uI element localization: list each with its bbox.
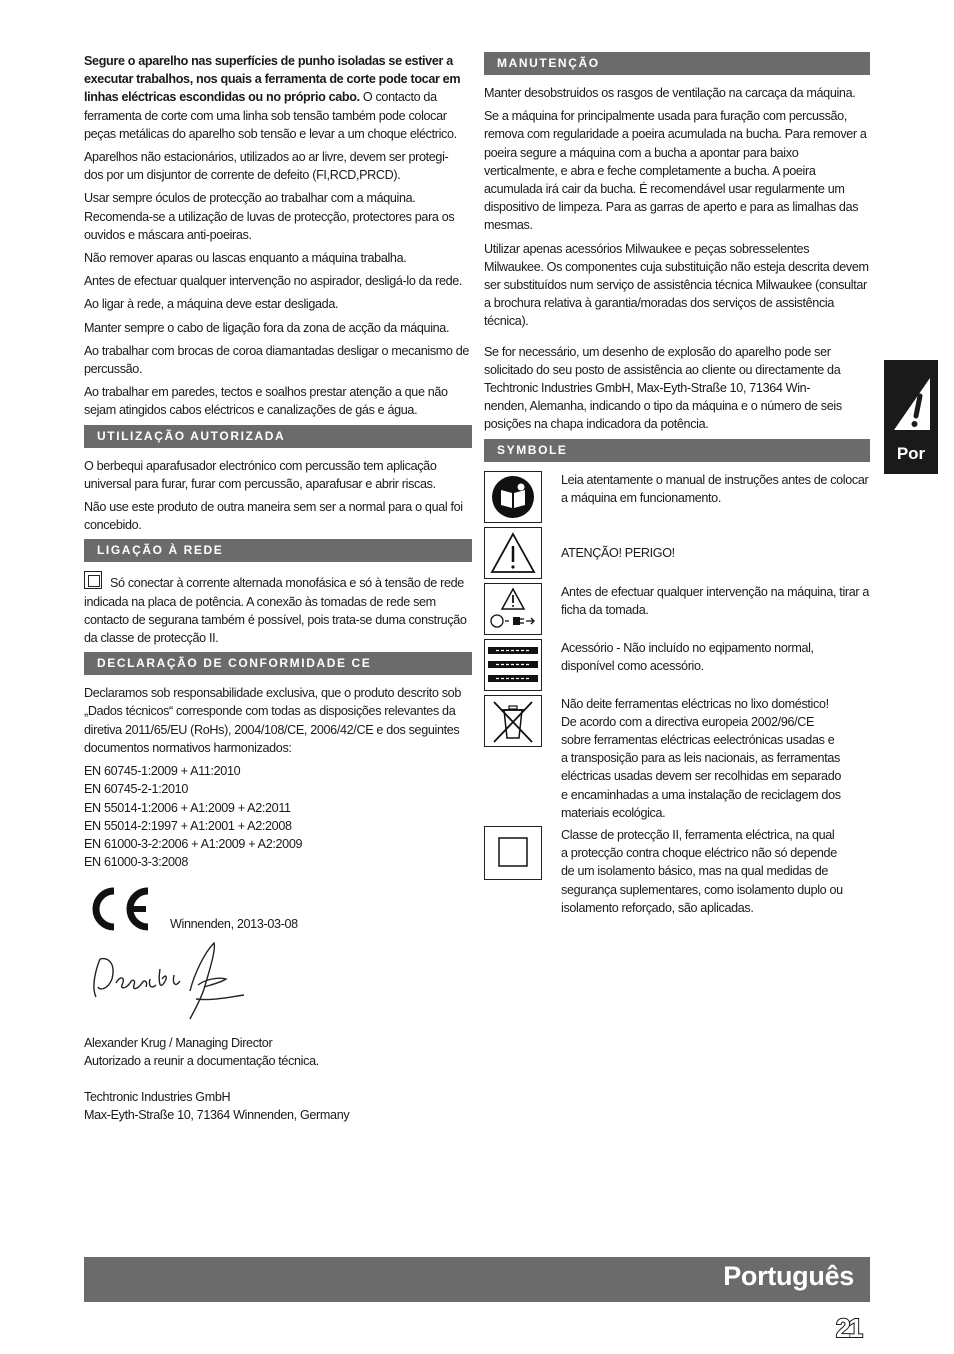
symbol-description: Acessório - Não incluído no eqipamento normal, disponível como acessório.: [561, 640, 814, 673]
warning-icon: [484, 527, 542, 579]
class-ii-icon: [484, 826, 542, 880]
maintenance-paragraph: Utilizar apenas acessórios Milwaukee e peças sobresselentes Milwaukee. Os componentes cuja substituição não esteja descrita devem ser substituídos num serviço de assistência técnica Milwaukee (consultar a brochura relativa à garantia/moradas dos serviços de assistência técnica).: [484, 241, 869, 329]
mains-heading: LIGAÇÃO À REDE: [84, 539, 472, 562]
symbols-heading: SYMBOLE: [484, 439, 870, 462]
left-column: [84, 52, 472, 1124]
safety-paragraph: Aparelhos não estacionários, utilizados ao ar livre, devem ser protegi- dos por um disjuntor de corrente de defeito (FI,RCD,PRCD).: [84, 150, 449, 183]
accessory-icon: [484, 639, 542, 691]
safety-paragraph: Antes de efectuar qualquer intervenção no aspirador, desligá-lo da rede.: [84, 274, 463, 289]
safety-paragraph: Não remover aparas ou lascas enquanto a máquina trabalha.: [84, 251, 407, 266]
symbol-description: Classe de protecção II, ferramenta eléctrica, na qual a protecção contra choque eléctrico não só depende de um isolamento básico, mas na qual medidas de segurança suplementares, como isolamento duplo ou isolamento reforçado, são aplicadas.: [561, 828, 843, 915]
warning-icon: [890, 374, 934, 434]
maintenance-paragraph: Manter desobstruidos os rasgos de ventilação na carcaça da máquina.: [484, 86, 856, 100]
grip-warning-paragraph: [84, 52, 472, 143]
place-date: Winnenden, 2013-03-08: [170, 917, 298, 932]
right-column: [484, 52, 870, 921]
ce-mark-icon: [84, 885, 154, 933]
usage-paragraph: Não use este produto de outra maneira sem ser a normal para o qual foi concebido.: [84, 500, 463, 533]
footer-language-title: Português: [723, 1261, 854, 1291]
grip-warning-bold: Segure o aparelho nas superfícies de punho isoladas se estiver a executar trabalhos, nos quais a ferramenta de corte pode tocar em linhas eléctricas escondidas ou no próprio cabo.: [84, 54, 461, 105]
usage-paragraph: O berbequi aparafusador electrónico com percussão tem aplicação universal para furar, furar com percussão, aparafusar e abrir riscas.: [84, 458, 437, 491]
conformity-paragraph: Declaramos sob responsabilidade exclusiva, que o produto descrito sob „Dados técnicos“ corresponde com todas as disposições relevantes da diretiva 2011/65/EU (RoHs), 2004/108/CE, 2006/42/CE e dos seguintes documentos normativos harmonizados:: [84, 686, 461, 755]
maintenance-heading: MANUTENÇÃO: [484, 52, 870, 75]
symbol-row: [484, 583, 870, 635]
language-tab: [884, 360, 938, 474]
class-ii-inline-icon: [84, 571, 102, 589]
safety-paragraph: Ao trabalhar em paredes, tectos e soalhos prestar atenção a que não sejam atingidos cabos eléctricos e canalizações de gás e água.: [84, 385, 448, 418]
signature-image: [86, 939, 246, 1024]
symbol-row: [484, 826, 870, 917]
symbol-row: [484, 527, 870, 579]
symbol-row: [484, 695, 870, 822]
symbol-description: Não deite ferramentas eléctricas no lixo doméstico! De acordo com a directiva europeia 2002/96/CE sobre ferramentas eléctricas eelectrónicas usadas e a transposição para as leis nacionais, as ferramentas eléctricas usadas devem ser recolhidas em separado e encaminhadas a uma instalação de reciclagem dos materiais ecológica.: [561, 696, 842, 820]
ce-row: [84, 885, 472, 933]
unplug-icon: [484, 583, 542, 635]
signatory: Alexander Krug / Managing Director Autorizado a reunir a documentação técnica.: [84, 1035, 319, 1068]
language-tab-label: Por: [896, 444, 926, 463]
safety-paragraph: Usar sempre óculos de protecção ao trabalhar com a máquina. Recomenda-se a utilização de luvas de protecção, protectores para os ouvidos e máscara anti-poeiras.: [84, 191, 455, 242]
footer-language-bar: [84, 1257, 870, 1302]
symbol-description: ATENÇÃO! PERIGO!: [561, 545, 675, 560]
weee-bin-icon: [484, 695, 542, 747]
usage-heading: UTILIZAÇÃO AUTORIZADA: [84, 425, 472, 448]
conformity-heading: DECLARAÇÃO DE CONFORMIDADE CE: [84, 652, 472, 675]
symbol-row: [484, 471, 870, 523]
maintenance-paragraph: Se a máquina for principalmente usada para furação com percussão, remova com regularidade a poeira acumulada na bucha. Para remover a poeira segure a máquina com a bucha a apontar para baixo verticalmente, e abra e feche completamente a bucha. A poeira acumulada irá cair da bucha. É recomendável usar regularmente um dispositivo de limpeza. Para as garras de aperto e para as limalhas das mesmas.: [484, 109, 867, 233]
company-address: Techtronic Industries GmbH Max-Eyth-Straße 10, 71364 Winnenden, Germany: [84, 1089, 350, 1123]
grip-warning-text: O contacto da ferramenta de corte com uma linha sob tensão também pode colocar peças metálicas do aparelho sob tensão e levar a um choque eléctrico.: [84, 90, 457, 141]
symbol-row: [484, 639, 870, 691]
symbol-description: Leia atentamente o manual de instruções antes de colocar a máquina em funcionamento.: [561, 472, 869, 505]
maintenance-paragraph: Se for necessário, um desenho de explosão do aparelho pode ser solicitado do seu posto de assistência ao cliente ou directamente da Techtronic Industries GmbH, Max-Eyth-Straße 10, 71364 Win- nenden, Alemanha, indicando o tipo da máquina e o número de seis posições na chapa indicadora da potência.: [484, 344, 842, 432]
standards-list: EN 60745-1:2009 + A11:2010 EN 60745-2-1:2010 EN 55014-1:2006 + A1:2009 + A2:2011 EN 55014-2:1997 + A1:2001 + A2:2008 EN 61000-3-2:2006 + A1:2009 + A2:2009 EN 61000-3-3:2008: [84, 764, 303, 870]
safety-paragraph: Ao trabalhar com brocas de coroa diamantadas desligar o mecanismo de percussão.: [84, 343, 470, 377]
page-number: 21: [836, 1313, 861, 1343]
mains-text: Só conectar à corrente alternada monofásica e só à tensão de rede indicada na placa de potência. A conexão às tomadas de rede sem contacto de segurana também é possível, pois trata-se duma construção da classe de protecção II.: [84, 576, 467, 646]
mains-paragraph: [84, 571, 472, 647]
safety-paragraph: Manter sempre o cabo de ligação fora da zona de acção da máquina.: [84, 320, 450, 335]
symbol-description: Antes de efectuar qualquer intervenção na máquina, tirar a ficha da tomada.: [561, 584, 870, 617]
manual-icon: [484, 471, 542, 523]
safety-paragraph: Ao ligar à rede, a máquina deve estar desligada.: [84, 297, 339, 312]
